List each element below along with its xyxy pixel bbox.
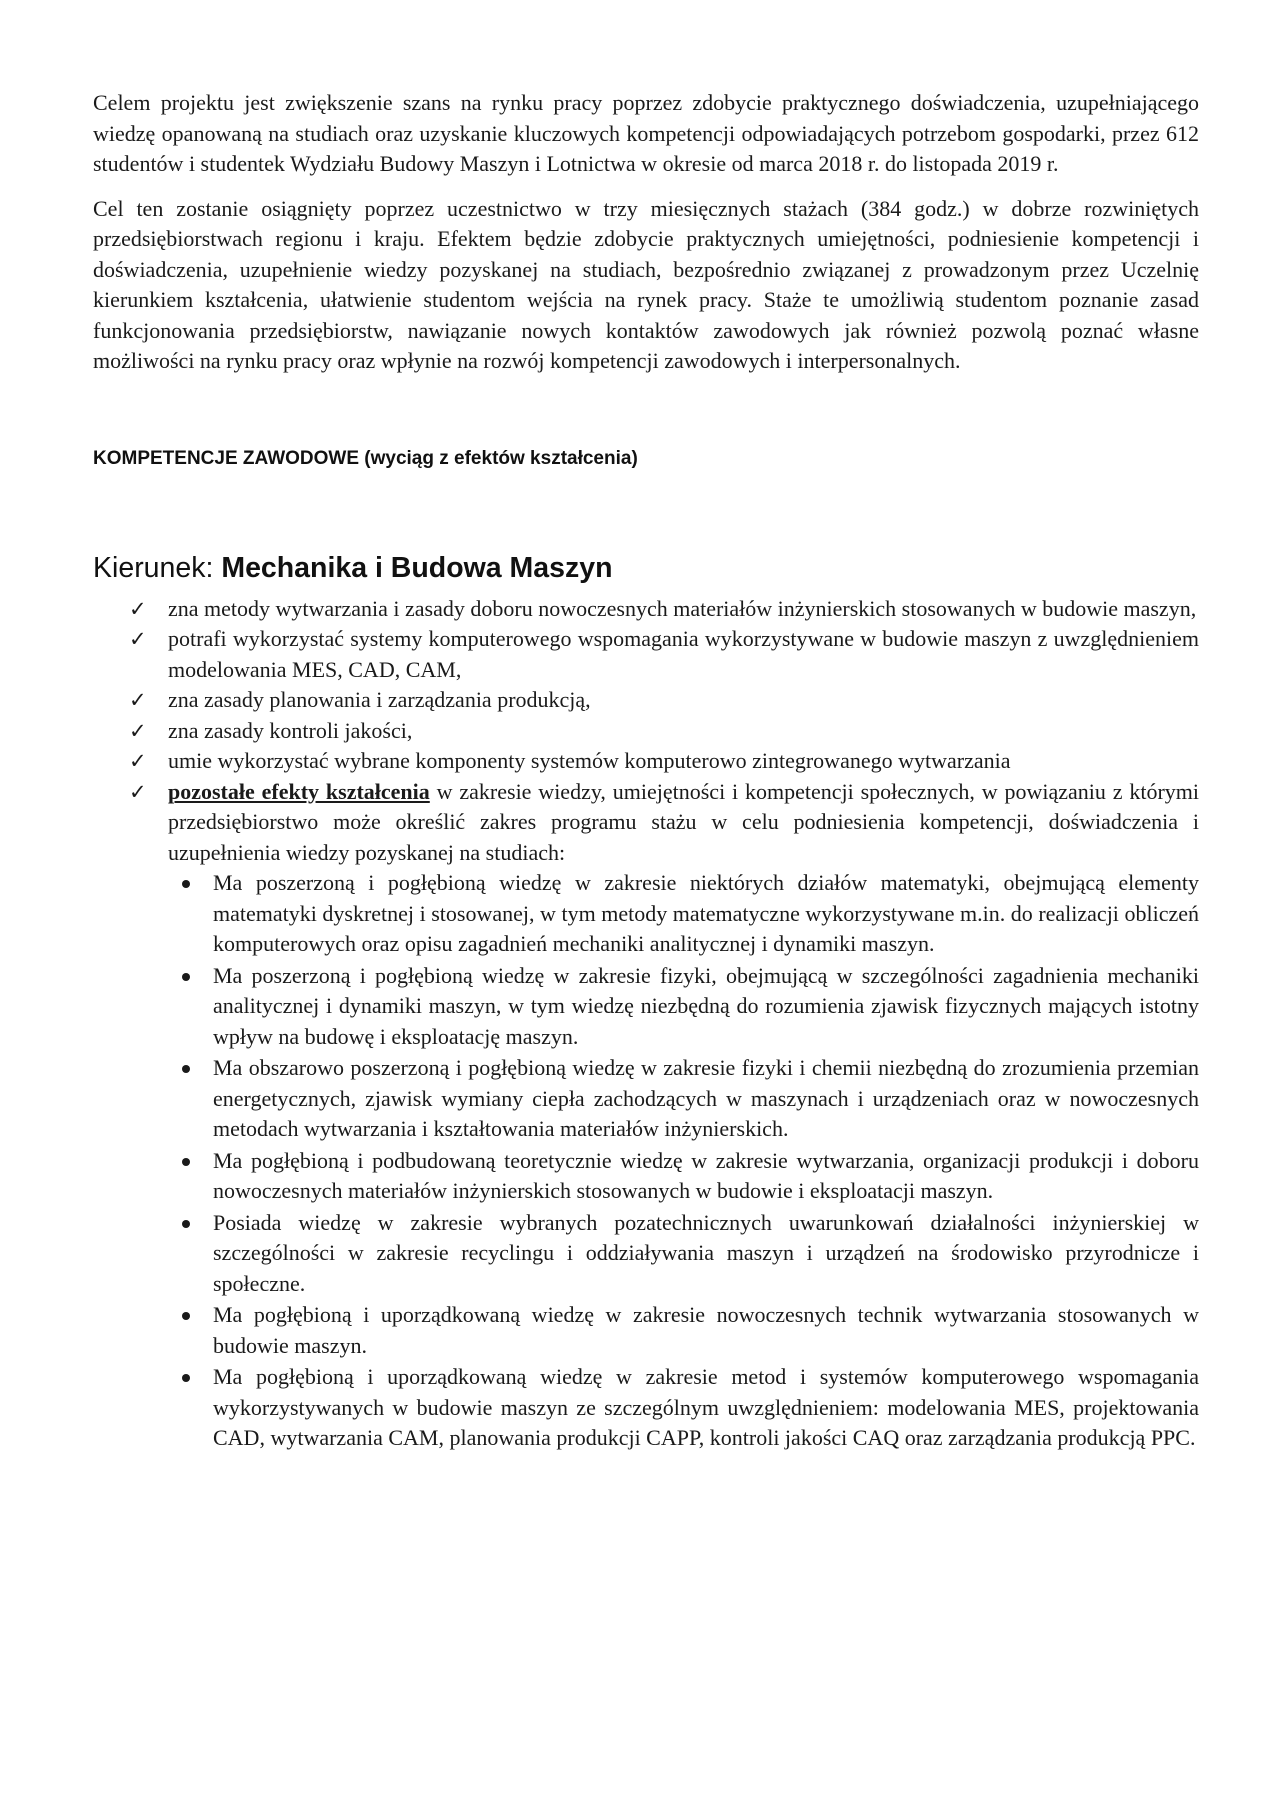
checkmark-icon: ✓ bbox=[129, 779, 147, 804]
bullet-item-text: Ma poszerzoną i pogłębioną wiedzę w zakresie niektórych działów matematyki, obejmującą elementy matematyki dyskretnej i stosowanej, w tym metody matematyczne wykorzystywane m.in. do realizacji obliczeń komputerowych oraz opisu zagadnień mechaniki analitycznej i dynamiki maszyn. bbox=[213, 870, 1199, 956]
bullet-item-text: Posiada wiedzę w zakresie wybranych pozatechnicznych uwarunkowań działalności inżynierskiej w szczególności w zakresie recyclingu i oddziaływania maszyn i urządzeń na środowisko przyrodnicze i społeczne. bbox=[213, 1209, 1199, 1296]
other-effects-text: w zakresie wiedzy, umiejętności i kompetencji społecznych, w powiązaniu z którymi przedsiębiorstwo może określić zakres programu stażu w celu podniesienia kompetencji, doświadczenia i uzupełnienia wiedzy pozyskanej na studiach: bbox=[168, 778, 1199, 865]
bullet-item-text: Ma obszarowo poszerzoną i pogłębioną wiedzę w zakresie fizyki i chemii niezbędną do zrozumienia przemian energetycznych, zjawisk wymiany ciepła zachodzących w maszynach i urządzeniach oraz w nowoczesnych metodach wytwarzania i kształtowania materiałów inżynierskich. bbox=[213, 1055, 1199, 1141]
bullet-item-text: Ma pogłębioną i uporządkowaną wiedzę w zakresie nowoczesnych technik wytwarzania stosowanych w budowie maszyn. bbox=[213, 1302, 1199, 1358]
checklist-item-text: zna metody wytwarzania i zasady doboru nowoczesnych materiałów inżynierskich stosowanych w budowie maszyn, bbox=[168, 595, 1197, 621]
checklist-item bbox=[93, 716, 1199, 747]
checkmark-icon: ✓ bbox=[129, 596, 147, 621]
checklist-item-other-effects bbox=[93, 777, 1199, 1454]
checklist-item bbox=[93, 746, 1199, 777]
checkmark-icon: ✓ bbox=[129, 688, 147, 712]
bullet-icon bbox=[182, 1220, 190, 1228]
bullet-item bbox=[168, 961, 1199, 1053]
checklist-item bbox=[93, 685, 1199, 716]
bullet-item bbox=[168, 1208, 1199, 1300]
bullet-item bbox=[168, 1300, 1199, 1361]
checklist-item bbox=[93, 594, 1199, 625]
bullet-icon bbox=[182, 1312, 190, 1320]
intro-paragraph-2: Cel ten zostanie osiągnięty poprzez uczestnictwo w trzy miesięcznych stażach (384 godz.) w dobrze rozwiniętych przedsiębiorstwach regionu i kraju. Efektem będzie zdobycie praktycznych umiejętności, podniesienie kompetencji i doświadczenia, uzupełnienie wiedzy pozyskanej na studiach, bezpośrednio związanej z prowadzonym przez Uczelnię kierunkiem kształcenia, ułatwienie studentom wejścia na rynek pracy. Staże te umożliwią studentom poznanie zasad funkcjonowania przedsiębiorstw, nawiązanie nowych kontaktów zawodowych jak również pozwolą poznać własne możliwości na rynku pracy oraz wpłynie na rozwój kompetencji zawodowych i interpersonalnych. bbox=[93, 195, 1199, 373]
direction-name: Mechanika i Budowa Maszyn bbox=[221, 551, 613, 584]
bullet-item bbox=[168, 1053, 1199, 1145]
direction-label: Kierunek: bbox=[93, 551, 222, 584]
intro-paragraph-1: Celem projektu jest zwiększenie szans na rynku pracy poprzez zdobycie praktycznego doświadczenia, uzupełniającego wiedzę opanowaną na studiach oraz uzyskanie kluczowych kompetencji odpowiadających potrzebom gospodarki, przez 612 studentów i studentek Wydziału Budowy Maszyn i Lotnictwa w okresie od marca 2018 r. do listopada 2019 r. bbox=[93, 90, 1199, 176]
document-page bbox=[93, 88, 1199, 1455]
checklist-item-text: umie wykorzystać wybrane komponenty systemów komputerowo zintegrowanego wytwarzania bbox=[168, 748, 1011, 773]
checklist-item-text: potrafi wykorzystać systemy komputerowego wspomagania wykorzystywane w budowie maszyn z uwzględnieniem modelowania MES, CAD, CAM, bbox=[168, 626, 1199, 682]
bullet-item-text: Ma pogłębioną i uporządkowaną wiedzę w zakresie metod i systemów komputerowego wspomagania wykorzystywanych w budowie maszyn ze szczególnym uwzględnieniem: modelowania MES, projektowania CAD, wytwarzania CAM, planowania produkcji CAPP, kontroli jakości CAQ oraz zarządzania produkcją PPC. bbox=[213, 1364, 1199, 1450]
bullet-item-text: Ma poszerzoną i pogłębioną wiedzę w zakresie fizyki, obejmującą w szczególności zagadnienia mechaniki analitycznej i dynamiki maszyn, w tym wiedzę niezbędną do rozumienia zjawisk fizycznych mających istotny wpływ na budowę i eksploatację maszyn. bbox=[213, 962, 1199, 1049]
other-effects-label: pozostałe efekty kształcenia bbox=[168, 778, 430, 804]
checkmark-icon: ✓ bbox=[129, 627, 147, 651]
competency-checklist bbox=[93, 594, 1199, 1454]
checkmark-icon: ✓ bbox=[129, 749, 147, 773]
checklist-item-text: zna zasady planowania i zarządzania produkcją, bbox=[168, 687, 591, 712]
bullet-icon bbox=[182, 1158, 190, 1166]
bullet-icon bbox=[182, 973, 190, 981]
bullet-icon bbox=[182, 1374, 190, 1382]
checklist-item-text: zna zasady kontroli jakości, bbox=[168, 717, 413, 743]
competencies-heading: KOMPETENCJE ZAWODOWE (wyciąg z efektów kształcenia) bbox=[93, 447, 638, 469]
bullet-item-text: Ma pogłębioną i podbudowaną teoretycznie wiedzę w zakresie wytwarzania, organizacji produkcji i doboru nowoczesnych materiałów inżynierskich stosowanych w budowie i eksploatacji maszyn. bbox=[213, 1147, 1199, 1203]
bullet-icon bbox=[182, 880, 190, 888]
bullet-item bbox=[168, 1362, 1199, 1454]
bullet-item bbox=[168, 1146, 1199, 1207]
checklist-item bbox=[93, 624, 1199, 685]
knowledge-bullet-list bbox=[168, 868, 1199, 1454]
direction-title bbox=[93, 548, 1199, 588]
bullet-item bbox=[168, 868, 1199, 960]
checkmark-icon: ✓ bbox=[129, 718, 147, 743]
bullet-icon bbox=[182, 1065, 190, 1073]
